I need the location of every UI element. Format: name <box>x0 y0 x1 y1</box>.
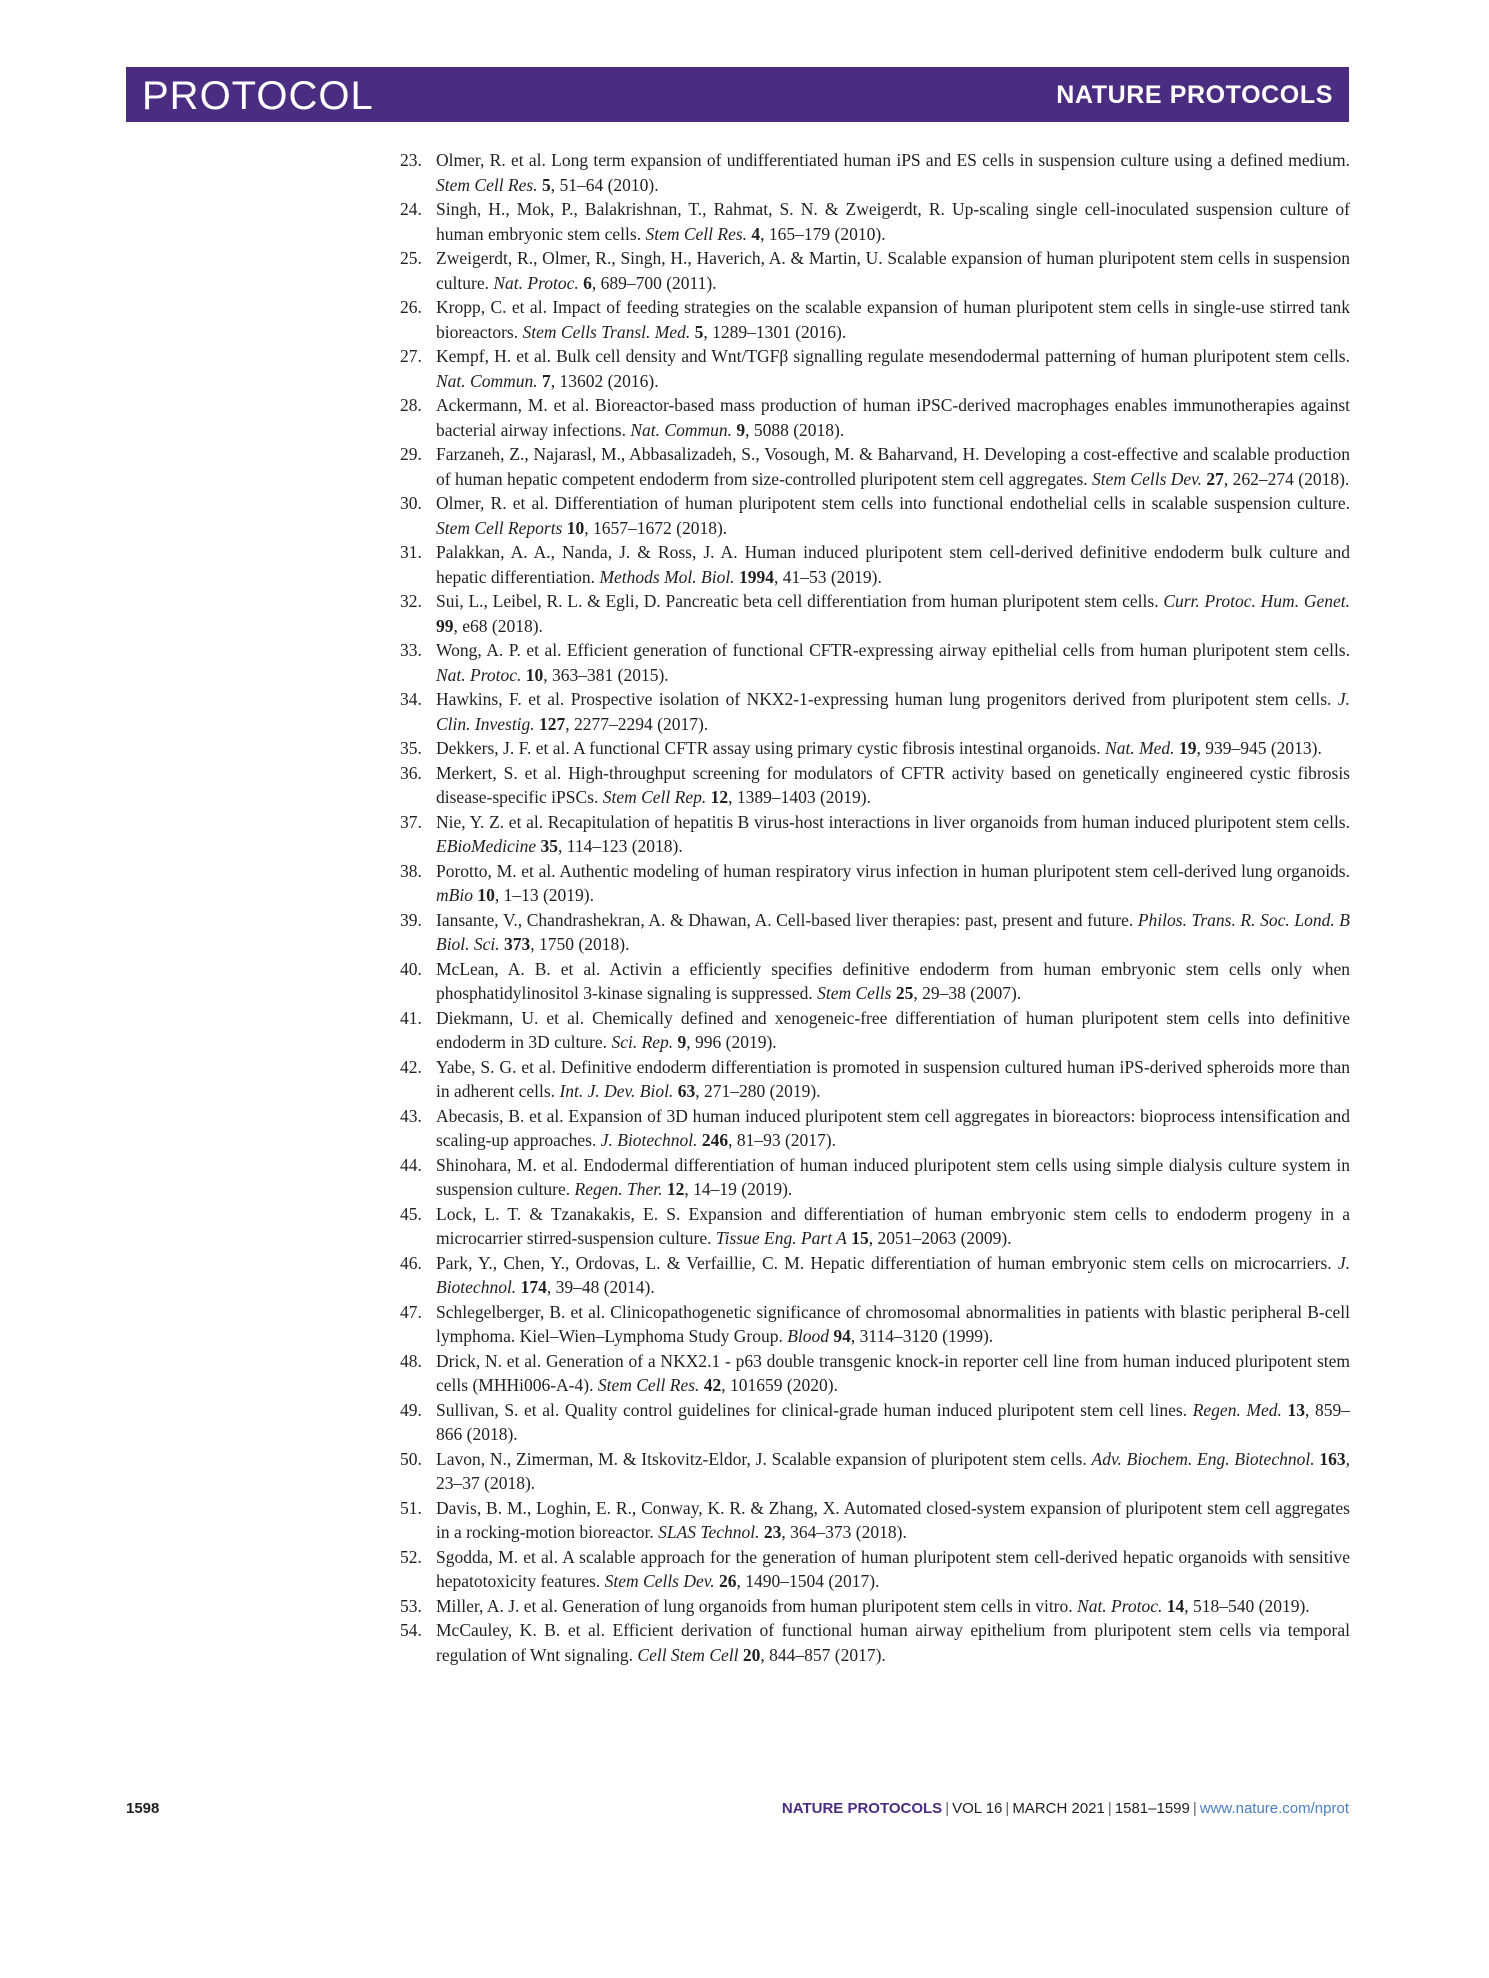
journal-title: mBio <box>436 885 473 905</box>
reference-text <box>436 1351 1350 1396</box>
reference-number: 39. <box>400 909 422 930</box>
reference-text <box>436 1008 1350 1053</box>
reference-segment: Shinohara, M. et al. Endodermal differentiation of human induced pluripotent stem cells using simple dialysis culture system in suspension culture. <box>436 1154 1350 1199</box>
reference-text <box>436 1057 1350 1102</box>
volume-number: 246 <box>701 1130 729 1150</box>
reference-segment: , 101659 (2020). <box>721 1375 838 1395</box>
reference-segment: , 14–19 (2019). <box>684 1179 793 1199</box>
volume-number: 94 <box>833 1326 851 1346</box>
reference-segment: Diekmann, U. et al. Chemically defined and xenogeneic-free differentiation of human pluripotent stem cells into definitive endoderm in 3D culture. <box>436 1007 1350 1052</box>
reference-number: 41. <box>400 1007 422 1028</box>
reference-segment: McCauley, K. B. et al. Efficient derivation of functional human airway epithelium from pluripotent stem cells via temporal regulation of Wnt signaling. <box>436 1620 1350 1665</box>
reference-segment: Dekkers, J. F. et al. A functional CFTR assay using primary cystic fibrosis intestinal organoids. <box>436 738 1106 758</box>
reference-segment: , 518–540 (2019). <box>1184 1595 1310 1616</box>
footer-date: MARCH 2021 <box>1012 1800 1105 1817</box>
reference-segment: McLean, A. B. et al. Activin a efficiently specifies definitive endoderm from human embryonic stem cells only when phosphatidylinositol 3-kinase signaling is suppressed. <box>436 958 1350 1003</box>
reference-number: 27. <box>400 346 422 366</box>
reference-text <box>436 248 1350 293</box>
reference-number: 34. <box>400 689 422 709</box>
journal-title: Stem Cells Dev. <box>604 1571 715 1591</box>
reference-item <box>400 197 1350 246</box>
reference-segment: , 1–13 (2019). <box>494 885 594 905</box>
reference-segment: , 5088 (2018). <box>745 419 845 440</box>
journal-title: Sci. Rep. <box>611 1032 674 1052</box>
journal-title: Nat. Commun. <box>630 419 732 440</box>
volume-number: 15 <box>851 1228 869 1248</box>
footer-url-link[interactable]: www.nature.com/nprot <box>1199 1800 1349 1817</box>
volume-number: 35 <box>540 836 558 856</box>
reference-segment: , 939–945 (2013). <box>1196 738 1322 758</box>
reference-segment: Palakkan, A. A., Nanda, J. & Ross, J. A. Human induced pluripotent stem cell-derived definitive endoderm bulk culture and hepatic differentiation. <box>436 542 1350 587</box>
journal-title: Stem Cells Dev. <box>1092 468 1203 489</box>
reference-number: 52. <box>400 1546 422 1567</box>
reference-number: 49. <box>400 1399 422 1420</box>
reference-segment: , 271–280 (2019). <box>695 1081 821 1101</box>
volume-number: 5 <box>541 174 551 195</box>
reference-number: 32. <box>400 591 422 611</box>
journal-title: Stem Cell Res. <box>597 1375 700 1395</box>
section-label: PROTOCOL <box>142 73 374 118</box>
reference-segment: , 1289–1301 (2016). <box>703 321 847 342</box>
reference-text <box>436 1498 1350 1543</box>
journal-title: Nat. Protoc. <box>493 272 579 293</box>
reference-item <box>400 1202 1350 1251</box>
reference-text <box>436 861 1350 906</box>
reference-number: 37. <box>400 811 422 832</box>
reference-segment: , 114–123 (2018). <box>557 836 683 856</box>
reference-number: 29. <box>400 444 422 464</box>
reference-item <box>400 246 1350 295</box>
reference-text <box>436 1302 1350 1347</box>
reference-segment: Sgodda, M. et al. A scalable approach for the generation of human pluripotent stem cell-derived hepatic organoids with sensitive hepatotoxicity features. <box>436 1546 1350 1591</box>
reference-item <box>400 1594 1350 1619</box>
reference-number: 53. <box>400 1595 422 1616</box>
journal-title: Stem Cells <box>817 983 892 1003</box>
journal-title: Stem Cells Transl. Med. <box>522 321 691 342</box>
reference-segment: Iansante, V., Chandrashekran, A. & Dhawan, A. Cell-based liver therapies: past, present and future. <box>436 909 1138 930</box>
reference-item <box>400 1153 1350 1202</box>
reference-number: 51. <box>400 1497 422 1518</box>
reference-segment: , 859–866 (2018). <box>436 1399 1350 1444</box>
volume-number: 5 <box>694 321 704 342</box>
reference-item <box>400 736 1350 761</box>
volume-number: 7 <box>541 370 551 391</box>
reference-segment: , 23–37 (2018). <box>436 1448 1350 1493</box>
reference-number: 54. <box>400 1620 422 1640</box>
reference-segment: Kempf, H. et al. Bulk cell density and Wnt/TGFβ signalling regulate mesendodermal patterning of human pluripotent stem cells. <box>436 346 1350 366</box>
reference-segment: Nie, Y. Z. et al. Recapitulation of hepatitis B virus-host interactions in liver organoids from human induced pluripotent stem cells. <box>436 811 1350 832</box>
reference-text <box>436 1620 1350 1665</box>
reference-item <box>400 1006 1350 1055</box>
reference-segment: , 1657–1672 (2018). <box>584 517 728 538</box>
journal-title: J. Biotechnol. <box>436 1252 1350 1297</box>
footer-citation <box>782 1800 1349 1817</box>
reference-segment: , 363–381 (2015). <box>543 664 669 685</box>
footer-separator: | <box>1192 1800 1197 1817</box>
footer-separator: | <box>1107 1800 1112 1817</box>
reference-text <box>436 1204 1350 1249</box>
volume-number: 9 <box>677 1032 687 1052</box>
reference-item <box>400 442 1350 491</box>
footer-journal: NATURE PROTOCOLS <box>781 1800 943 1817</box>
reference-segment: Yabe, S. G. et al. Definitive endoderm differentiation is promoted in suspension cultured human iPS-derived spheroids more than in adherent cells. <box>436 1056 1350 1101</box>
journal-name: NATURE PROTOCOLS <box>1056 81 1333 109</box>
journal-title: Philos. Trans. R. Soc. Lond. B Biol. Sci. <box>436 909 1350 954</box>
reference-segment: Park, Y., Chen, Y., Ordovas, L. & Verfaillie, C. M. Hepatic differentiation of human embryonic stem cells on microcarriers. <box>436 1252 1338 1273</box>
reference-number: 46. <box>400 1252 422 1273</box>
reference-segment: Lavon, N., Zimerman, M. & Itskovitz-Eldor, J. Scalable expansion of pluripotent stem cells. <box>436 1448 1092 1469</box>
reference-number: 33. <box>400 640 422 660</box>
reference-segment: Wong, A. P. et al. Efficient generation of functional CFTR-expressing airway epithelial cells from human pluripotent stem cells. <box>436 640 1350 660</box>
journal-title: SLAS Technol. <box>658 1522 760 1542</box>
reference-segment: Ackermann, M. et al. Bioreactor-based mass production of human iPSC-derived macrophages enables immunotherapies against bacterial airway infections. <box>436 395 1350 440</box>
reference-number: 48. <box>400 1350 422 1371</box>
volume-number: 23 <box>763 1522 782 1542</box>
reference-number: 43. <box>400 1105 422 1126</box>
reference-number: 42. <box>400 1056 422 1077</box>
reference-number: 25. <box>400 248 422 268</box>
reference-item <box>400 148 1350 197</box>
volume-number: 174 <box>520 1277 547 1297</box>
reference-number: 26. <box>400 297 422 317</box>
reference-text <box>436 150 1350 195</box>
reference-text <box>436 738 1322 758</box>
footer-pages: 1581–1599 <box>1114 1800 1190 1817</box>
volume-number: 13 <box>1287 1399 1306 1420</box>
journal-title: J. Clin. Investig. <box>436 689 1350 734</box>
reference-segment: , 165–179 (2010). <box>760 223 886 244</box>
header-banner <box>126 67 1349 122</box>
journal-title: Regen. Med. <box>1192 1399 1282 1420</box>
reference-segment: Sullivan, S. et al. Quality control guidelines for clinical-grade human induced pluripotent stem cell lines. <box>436 1399 1193 1420</box>
reference-number: 44. <box>400 1154 422 1175</box>
volume-number: 1994 <box>738 566 774 587</box>
reference-segment: , 1389–1403 (2019). <box>728 787 872 807</box>
reference-item <box>400 1398 1350 1447</box>
reference-text <box>436 1253 1350 1298</box>
volume-number: 163 <box>1319 1448 1346 1469</box>
reference-segment: Olmer, R. et al. Differentiation of human pluripotent stem cells into functional endothelial cells in scalable suspension culture. <box>436 493 1350 513</box>
footer-separator: | <box>1005 1800 1010 1817</box>
reference-number: 40. <box>400 958 422 979</box>
reference-number: 28. <box>400 395 422 415</box>
reference-item <box>400 1104 1350 1153</box>
reference-item <box>400 1447 1350 1496</box>
volume-number: 10 <box>477 885 495 905</box>
volume-number: 6 <box>583 272 592 293</box>
reference-item <box>400 1349 1350 1398</box>
reference-item <box>400 1251 1350 1300</box>
reference-segment: , 2051–2063 (2009). <box>868 1228 1012 1248</box>
reference-segment: Miller, A. J. et al. Generation of lung organoids from human pluripotent stem cells in vitro. <box>436 1595 1078 1616</box>
volume-number: 9 <box>736 419 746 440</box>
reference-segment: Merkert, S. et al. High-throughput screening for modulators of CFTR activity based on genetically engineered cystic fibrosis disease-specific iPSCs. <box>436 762 1350 807</box>
reference-item <box>400 687 1350 736</box>
volume-number: 25 <box>895 983 914 1003</box>
reference-segment: Olmer, R. et al. Long term expansion of undifferentiated human iPS and ES cells in suspension culture using a defined medium. <box>436 150 1350 170</box>
footer-volume: VOL 16 <box>952 1800 1003 1817</box>
volume-number: 4 <box>751 223 761 244</box>
reference-segment: , 689–700 (2011). <box>591 272 717 293</box>
reference-item <box>400 761 1350 810</box>
reference-text <box>436 346 1350 391</box>
journal-title: Int. J. Dev. Biol. <box>559 1081 674 1101</box>
reference-item <box>400 393 1350 442</box>
reference-segment: , 39–48 (2014). <box>546 1277 655 1297</box>
reference-text <box>436 1547 1350 1592</box>
journal-title: Stem Cell Rep. <box>602 787 707 807</box>
reference-number: 30. <box>400 493 422 513</box>
volume-number: 12 <box>710 787 729 807</box>
volume-number: 27 <box>1206 468 1224 489</box>
volume-number: 63 <box>677 1081 696 1101</box>
journal-title: Regen. Ther. <box>574 1179 663 1199</box>
volume-number: 10 <box>525 664 544 685</box>
reference-segment: Farzaneh, Z., Najarasl, M., Abbasalizadeh, S., Vosough, M. & Baharvand, H. Developing a cost-effective and scalable production of human hepatic competent endoderm from size-controlled pluripotent stem cell aggregates. <box>436 444 1350 489</box>
reference-segment: Lock, L. T. & Tzanakakis, E. S. Expansion and differentiation of human embryonic stem cells to endoderm progeny in a microcarrier stirred-suspension culture. <box>436 1203 1350 1248</box>
journal-title: Stem Cell Res. <box>436 174 538 195</box>
reference-text <box>436 493 1350 538</box>
reference-item <box>400 1055 1350 1104</box>
volume-number: 10 <box>566 517 585 538</box>
journal-title: Nat. Commun. <box>436 370 538 391</box>
footer-separator: | <box>945 1800 950 1817</box>
reference-segment: , 1750 (2018). <box>530 934 630 954</box>
journal-title: Nat. Protoc. <box>1077 1595 1163 1616</box>
reference-text <box>436 1596 1310 1616</box>
reference-segment: , 996 (2019). <box>686 1032 777 1052</box>
reference-item <box>400 344 1350 393</box>
reference-number: 36. <box>400 762 422 783</box>
reference-number: 23. <box>400 150 422 170</box>
reference-item <box>400 1300 1350 1349</box>
journal-title: Blood <box>787 1326 830 1346</box>
reference-text <box>436 763 1350 808</box>
reference-number: 38. <box>400 860 422 881</box>
reference-segment: Abecasis, B. et al. Expansion of 3D human induced pluripotent stem cell aggregates in bioreactors: bioprocess intensification and scaling-up approaches. <box>436 1105 1350 1150</box>
reference-number: 50. <box>400 1448 422 1469</box>
reference-text <box>436 395 1350 440</box>
reference-item <box>400 540 1350 589</box>
reference-segment: Drick, N. et al. Generation of a NKX2.1 - p63 double transgenic knock-in reporter cell line from human induced pluripotent stem cells (MHHi006-A-4). <box>436 1350 1350 1395</box>
reference-segment: , 41–53 (2019). <box>773 566 882 587</box>
volume-number: 42 <box>703 1375 722 1395</box>
volume-number: 20 <box>742 1644 761 1665</box>
reference-text <box>436 1449 1350 1494</box>
reference-text <box>436 689 1350 734</box>
volume-number: 19 <box>1178 738 1197 758</box>
journal-title: EBioMedicine <box>436 836 537 856</box>
reference-segment: , 1490–1504 (2017). <box>736 1571 880 1591</box>
reference-text <box>436 910 1350 955</box>
reference-number: 31. <box>400 542 422 562</box>
reference-number: 35. <box>400 738 422 758</box>
reference-text <box>436 959 1350 1004</box>
reference-item <box>400 295 1350 344</box>
reference-item <box>400 859 1350 908</box>
journal-title: Curr. Protoc. Hum. Genet. <box>1163 591 1350 611</box>
reference-segment: , 3114–3120 (1999). <box>850 1326 994 1346</box>
reference-item <box>400 908 1350 957</box>
volume-number: 12 <box>666 1179 685 1199</box>
volume-number: 26 <box>719 1571 737 1591</box>
reference-text <box>436 1400 1350 1445</box>
reference-segment: Kropp, C. et al. Impact of feeding strategies on the scalable expansion of human pluripotent stem cells in single-use stirred tank bioreactors. <box>436 297 1350 342</box>
journal-title: Cell Stem Cell <box>637 1644 739 1665</box>
volume-number: 14 <box>1166 1595 1185 1616</box>
reference-segment: , 2277–2294 (2017). <box>565 713 709 734</box>
reference-item <box>400 1496 1350 1545</box>
journal-title: Nat. Med. <box>1105 738 1175 758</box>
reference-segment: Hawkins, F. et al. Prospective isolation of NKX2-1-expressing human lung progenitors derived from pluripotent stem cells. <box>436 689 1338 709</box>
journal-title: Adv. Biochem. Eng. Biotechnol. <box>1091 1448 1315 1469</box>
reference-text <box>436 1155 1350 1200</box>
reference-text <box>436 542 1350 587</box>
reference-segment: , 51–64 (2010). <box>550 174 659 195</box>
reference-text <box>436 444 1350 489</box>
reference-text <box>436 640 1350 685</box>
journal-title: Methods Mol. Biol. <box>599 566 735 587</box>
reference-segment: Sui, L., Leibel, R. L. & Egli, D. Pancreatic beta cell differentiation from human pluripotent stem cells. <box>436 591 1164 611</box>
journal-title: Tissue Eng. Part A <box>715 1228 847 1248</box>
reference-number: 45. <box>400 1203 422 1224</box>
reference-item <box>400 957 1350 1006</box>
reference-list <box>400 148 1350 1667</box>
reference-item <box>400 589 1350 638</box>
reference-item <box>400 638 1350 687</box>
reference-number: 47. <box>400 1301 422 1322</box>
reference-item <box>400 1618 1350 1667</box>
reference-text <box>436 1106 1350 1151</box>
reference-text <box>436 199 1350 244</box>
reference-item <box>400 810 1350 859</box>
reference-text <box>436 591 1350 636</box>
reference-segment: , 262–274 (2018). <box>1223 468 1350 489</box>
reference-segment: Singh, H., Mok, P., Balakrishnan, T., Rahmat, S. N. & Zweigerdt, R. Up-scaling single cell-inoculated suspension culture of human embryonic stem cells. <box>436 199 1350 244</box>
journal-title: Stem Cell Res. <box>645 223 748 244</box>
reference-segment: Schlegelberger, B. et al. Clinicopathogenetic significance of chromosomal abnormalities in patients with blastic peripheral B-cell lymphoma. Kiel–Wien–Lymphoma Study Group. <box>436 1301 1350 1346</box>
reference-segment: , e68 (2018). <box>453 615 543 636</box>
journal-title: J. Biotechnol. <box>600 1130 698 1150</box>
reference-item <box>400 491 1350 540</box>
reference-text <box>436 812 1350 857</box>
reference-segment: Porotto, M. et al. Authentic modeling of human respiratory virus infection in human pluripotent stem cell-derived lung organoids. <box>436 860 1350 881</box>
reference-segment: Davis, B. M., Loghin, E. R., Conway, K. R. & Zhang, X. Automated closed-system expansion of pluripotent stem cell aggregates in a rocking-motion bioreactor. <box>436 1497 1350 1542</box>
reference-text <box>436 297 1350 342</box>
reference-segment: , 81–93 (2017). <box>728 1130 836 1150</box>
reference-number: 24. <box>400 199 422 219</box>
reference-segment: , 29–38 (2007). <box>913 983 1022 1003</box>
reference-segment: , 844–857 (2017). <box>760 1644 886 1665</box>
page-number: 1598 <box>126 1800 160 1817</box>
volume-number: 99 <box>436 615 454 636</box>
journal-title: Nat. Protoc. <box>436 664 522 685</box>
volume-number: 127 <box>539 713 566 734</box>
reference-item <box>400 1545 1350 1594</box>
journal-title: Stem Cell Reports <box>436 517 563 538</box>
volume-number: 373 <box>504 934 531 954</box>
reference-segment: Zweigerdt, R., Olmer, R., Singh, H., Haverich, A. & Martin, U. Scalable expansion of human pluripotent stem cells in suspension culture. <box>436 248 1350 293</box>
reference-segment: , 364–373 (2018). <box>781 1522 907 1542</box>
reference-segment: , 13602 (2016). <box>550 370 659 391</box>
